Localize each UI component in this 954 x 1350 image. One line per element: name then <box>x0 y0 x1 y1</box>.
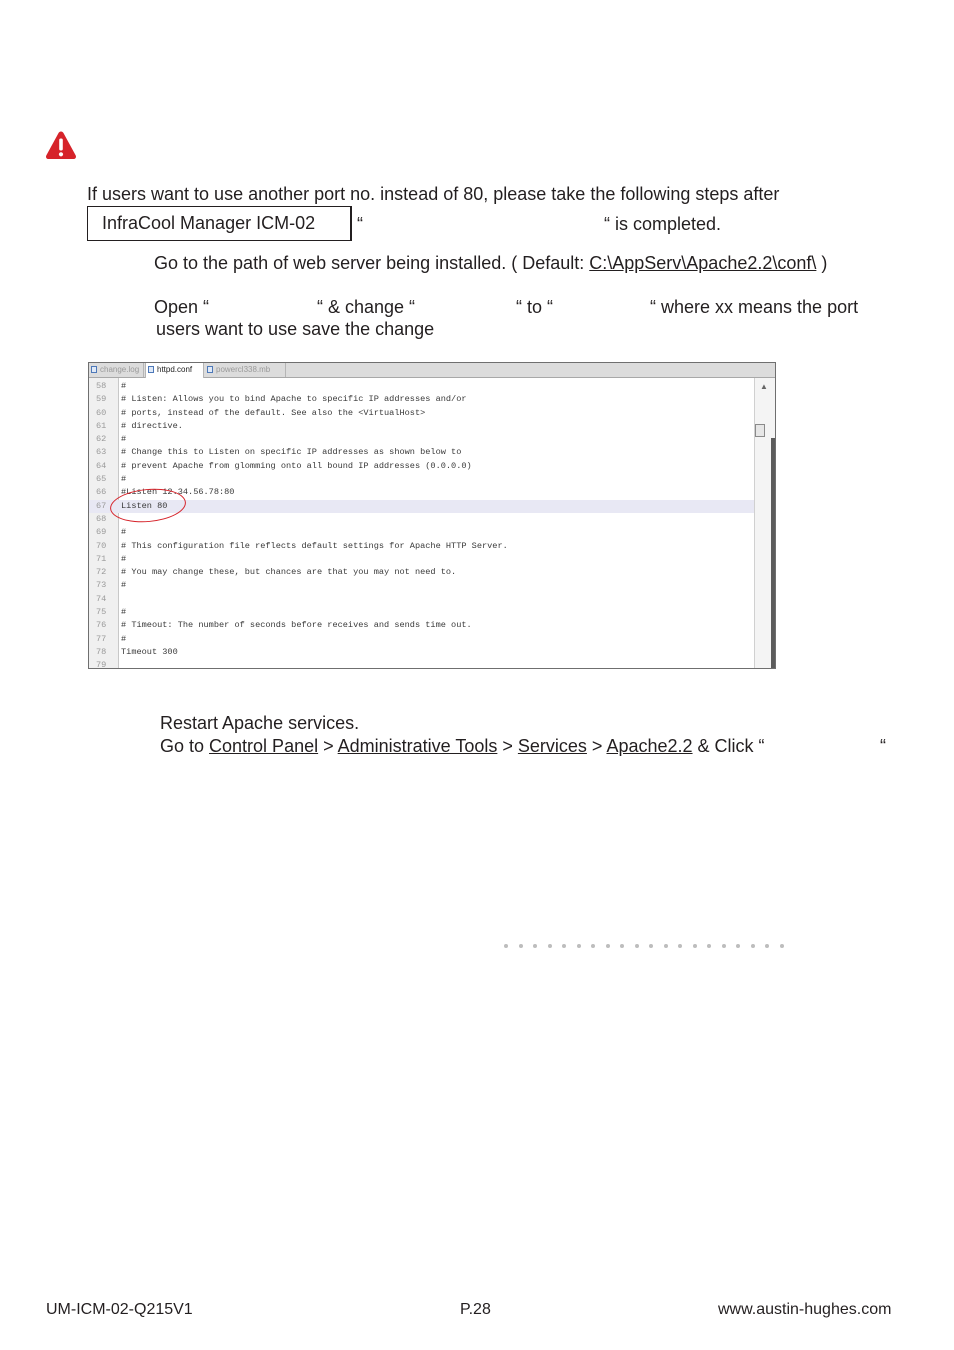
line-number: 63 <box>96 447 107 458</box>
code-line <box>89 606 754 619</box>
code-line <box>89 540 754 553</box>
code-line <box>89 473 754 486</box>
separator: > <box>318 736 338 756</box>
editor-tab-bar <box>89 363 775 378</box>
line-content: # You may change these, but chances are that you may not need to. <box>121 567 457 578</box>
code-line <box>89 407 754 420</box>
separator-dot <box>780 944 784 948</box>
step3-click: & Click “ <box>692 736 765 756</box>
code-line <box>89 659 754 669</box>
separator-dot <box>678 944 682 948</box>
code-line <box>89 500 754 513</box>
separator-dot <box>504 944 508 948</box>
step3-quote-close: “ <box>880 736 886 756</box>
line-content: # <box>121 633 127 644</box>
line-content: # <box>121 553 127 564</box>
separator-dot <box>751 944 755 948</box>
file-icon <box>91 366 97 373</box>
separator-dot <box>765 944 769 948</box>
code-line <box>89 579 754 592</box>
line-number: 76 <box>96 620 107 631</box>
intro-quote-open: “ <box>357 214 363 234</box>
intro-completed-text: “ is completed. <box>604 214 722 234</box>
separator-dot <box>736 944 740 948</box>
line-number: 61 <box>96 420 107 431</box>
website-link[interactable]: www.austin-hughes.com <box>718 1301 892 1318</box>
line-content: Timeout 300 <box>121 646 178 657</box>
code-area[interactable] <box>89 380 754 669</box>
step3-text: Restart Apache services. <box>160 713 360 733</box>
code-line <box>89 553 754 566</box>
tab-label: change.log <box>100 365 140 374</box>
line-number: 78 <box>96 646 107 657</box>
scroll-up-arrow-icon[interactable]: ▲ <box>760 382 768 391</box>
line-number: 72 <box>96 567 107 578</box>
line-number: 68 <box>96 513 107 524</box>
line-number: 79 <box>96 660 107 669</box>
document-id: UM-ICM-02-Q215V1 <box>46 1301 193 1318</box>
separator-dot <box>548 944 552 948</box>
line-number: 74 <box>96 593 107 604</box>
code-line <box>89 420 754 433</box>
code-line <box>89 486 754 499</box>
code-line <box>89 380 754 393</box>
step2-change: “ & change “ <box>317 297 416 317</box>
page-number: P.28 <box>460 1301 491 1318</box>
line-content: # <box>121 580 127 591</box>
line-content: Listen 80 <box>121 500 168 511</box>
default-path-link[interactable]: C:\AppServ\Apache2.2\conf\ <box>589 253 817 273</box>
intro-text: If users want to use another port no. instead of 80, please take the following steps after <box>87 184 780 204</box>
separator-dot <box>519 944 523 948</box>
product-name-box: InfraCool Manager ICM-02 <box>87 206 352 241</box>
line-content: # prevent Apache from glomming onto all bound IP addresses (0.0.0.0) <box>121 460 472 471</box>
line-number: 66 <box>96 487 107 498</box>
tab-httpd-conf[interactable] <box>145 363 204 378</box>
tab-change-log[interactable] <box>89 363 144 377</box>
line-number: 59 <box>96 394 107 405</box>
file-icon <box>207 366 213 373</box>
line-number: 58 <box>96 381 107 391</box>
file-icon <box>148 366 154 373</box>
vertical-scrollbar[interactable] <box>754 378 775 668</box>
step2-open: Open “ <box>154 297 210 317</box>
step3-goto: Go to <box>160 736 210 756</box>
code-line <box>89 393 754 406</box>
separator-dot <box>562 944 566 948</box>
separator-dot <box>707 944 711 948</box>
line-content: # <box>121 607 127 618</box>
line-number: 75 <box>96 607 107 618</box>
line-number: 64 <box>96 460 107 471</box>
step2-to: “ to “ <box>516 297 554 317</box>
code-line <box>89 526 754 539</box>
code-line <box>89 593 754 606</box>
line-content: # <box>121 527 127 538</box>
code-line <box>89 460 754 473</box>
line-number: 62 <box>96 434 107 445</box>
line-content: # ports, instead of the default. See also the <VirtualHost> <box>121 407 426 418</box>
step2-where: “ where xx means the port <box>650 297 859 317</box>
line-number: 65 <box>96 474 107 485</box>
line-number: 71 <box>96 553 107 564</box>
separator-dot <box>693 944 697 948</box>
control-panel-link[interactable]: Control Panel <box>209 736 319 756</box>
separator: > <box>497 736 518 756</box>
separator-dot <box>635 944 639 948</box>
line-content: # Change this to Listen on specific IP addresses as shown below to <box>121 447 462 458</box>
line-number: 69 <box>96 527 107 538</box>
line-number: 70 <box>96 540 107 551</box>
administrative-tools-link[interactable]: Administrative Tools <box>337 736 498 756</box>
code-line <box>89 513 754 526</box>
line-content: # Timeout: The number of seconds before receives and sends time out. <box>121 620 472 631</box>
step1-label: Go to the path of web server being installed. ( Default: <box>154 253 590 273</box>
code-line <box>89 619 754 632</box>
line-content: # Listen: Allows you to bind Apache to specific IP addresses and/or <box>121 394 467 405</box>
separator-dot <box>606 944 610 948</box>
step2-line2: users want to use save the change <box>156 319 435 339</box>
step3-navigation <box>160 735 765 757</box>
code-line <box>89 566 754 579</box>
separator-dot <box>722 944 726 948</box>
step1-text <box>154 252 827 274</box>
separator-dot <box>533 944 537 948</box>
line-content: # <box>121 381 127 391</box>
line-number: 67 <box>96 500 107 511</box>
line-content: #Listen 12.34.56.78:80 <box>121 487 235 498</box>
separator-dot <box>649 944 653 948</box>
httpd-conf-editor-screenshot <box>88 362 776 669</box>
line-content: # <box>121 474 127 485</box>
code-line <box>89 446 754 459</box>
line-number: 77 <box>96 633 107 644</box>
separator-dot <box>620 944 624 948</box>
separator-dot <box>591 944 595 948</box>
tab-powercl338[interactable] <box>205 363 286 377</box>
code-line <box>89 433 754 446</box>
separator: > <box>586 736 607 756</box>
line-number: 73 <box>96 580 107 591</box>
line-content: # <box>121 434 127 445</box>
tab-label: powercl338.mb <box>216 365 271 374</box>
separator-dot <box>577 944 581 948</box>
services-link[interactable]: Services <box>517 736 587 756</box>
line-content: # directive. <box>121 420 183 431</box>
warning-icon <box>45 130 77 160</box>
line-number: 60 <box>96 407 107 418</box>
separator-dot <box>664 944 668 948</box>
step1-close: ) <box>816 253 828 273</box>
scroll-thumb[interactable] <box>755 424 765 437</box>
line-content: # This configuration file reflects default settings for Apache HTTP Server. <box>121 540 508 551</box>
apache-link[interactable]: Apache2.2 <box>606 736 693 756</box>
code-line <box>89 633 754 646</box>
tab-label: httpd.conf <box>157 365 193 374</box>
code-line <box>89 646 754 659</box>
scroll-edge <box>771 438 775 668</box>
